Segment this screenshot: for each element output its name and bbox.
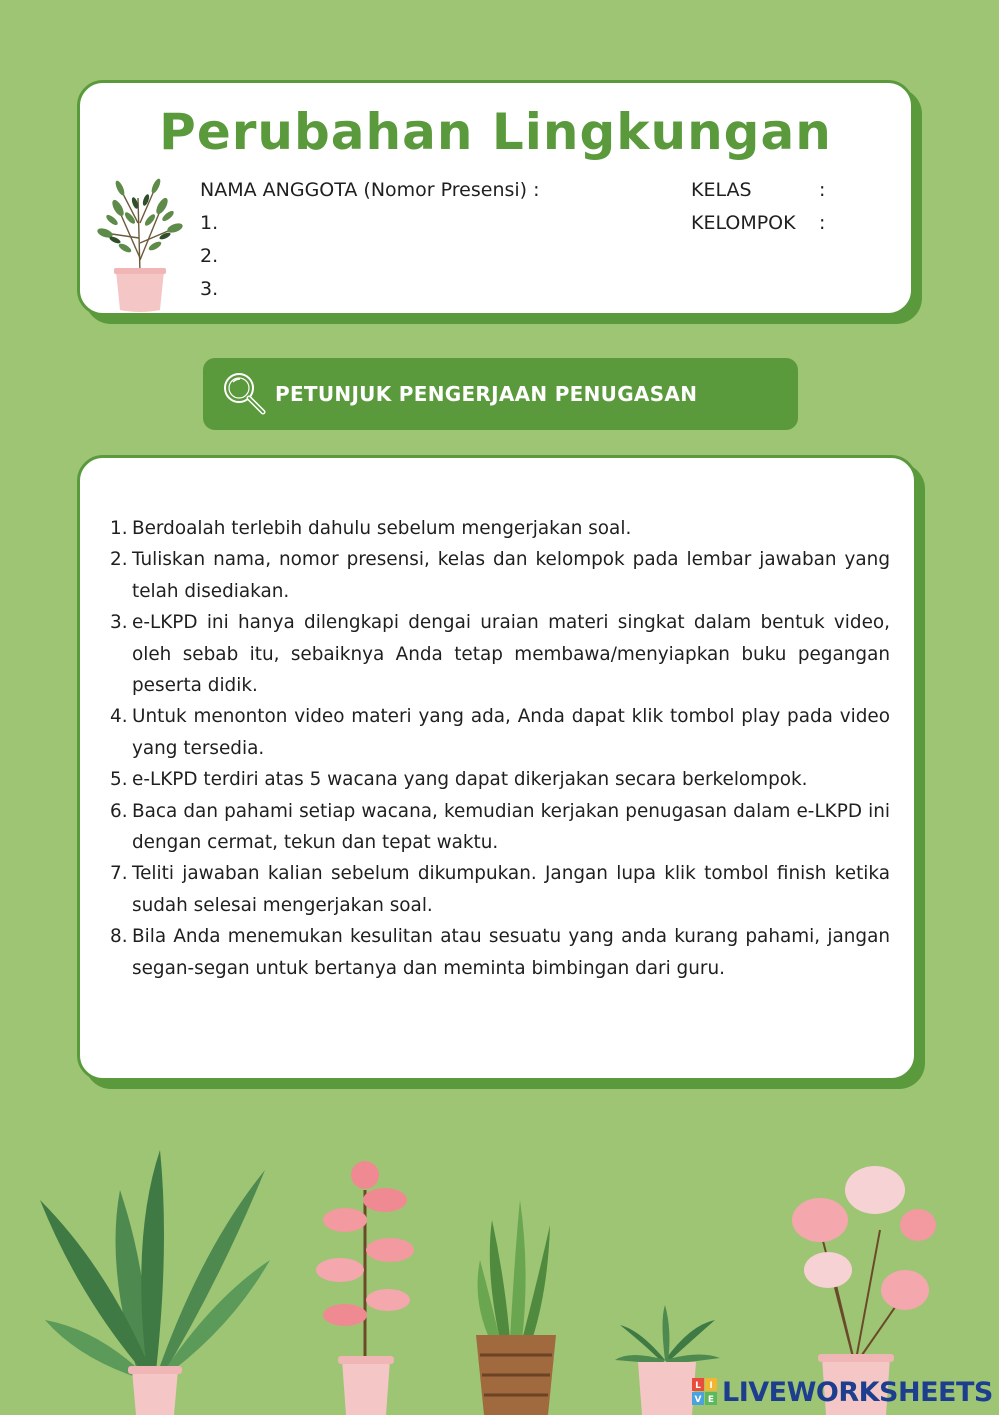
instruction-number: 7. bbox=[110, 863, 128, 885]
pink-fiddle-plant-icon bbox=[316, 1161, 414, 1415]
instruction-number: 1. bbox=[110, 518, 128, 539]
group-colon: : bbox=[819, 212, 826, 234]
logo-letter-i: I bbox=[709, 1381, 713, 1391]
decorative-plants bbox=[0, 1130, 999, 1415]
instruction-number: 4. bbox=[110, 706, 128, 728]
instruction-item-3 bbox=[110, 607, 890, 701]
page-title: Perubahan Lingkungan bbox=[159, 103, 832, 161]
instruction-number: 3. bbox=[110, 612, 128, 634]
instruction-item-8 bbox=[110, 921, 890, 984]
instruction-item-2 bbox=[110, 544, 890, 607]
liveworksheets-blocks-icon bbox=[692, 1378, 718, 1406]
instruction-text: e-LKPD ini hanya dilengkapi dengai uraian materi singkat dalam bentuk video, oleh sebab itu, sebaiknya Anda tetap membawa/menyiapkan buku pegangan peserta didik. bbox=[132, 612, 890, 697]
members-label: NAMA ANGGOTA (Nomor Presensi) : bbox=[200, 179, 540, 201]
potted-olive-plant-icon bbox=[90, 178, 190, 318]
banana-plant-icon bbox=[40, 1150, 270, 1415]
logo-letter-l: L bbox=[695, 1381, 701, 1391]
header-card bbox=[77, 80, 914, 316]
instruction-text: Baca dan pahami setiap wacana, kemudian kerjakan penugasan dalam e-LKPD ini dengan cermat, tekun dan tepat waktu. bbox=[132, 800, 890, 854]
instruction-text: e-LKPD terdiri atas 5 wacana yang dapat dikerjakan secara berkelompok. bbox=[132, 769, 808, 791]
instruction-item-4 bbox=[110, 701, 890, 764]
liveworksheets-text: LIVEWORKSHEETS bbox=[722, 1376, 993, 1408]
instruction-number: 6. bbox=[110, 800, 128, 822]
instruction-text: Teliti jawaban kalian sebelum dikumpukan. Jangan lupa klik tombol finish ketika sudah selesai mengerjakan soal. bbox=[132, 863, 890, 916]
instruction-item-1 bbox=[110, 513, 890, 544]
instruction-item-5 bbox=[110, 764, 890, 795]
instruction-number: 2. bbox=[110, 549, 128, 571]
instructions-card bbox=[77, 455, 917, 1081]
instructions-list bbox=[110, 513, 890, 984]
class-label: KELAS bbox=[691, 179, 752, 201]
liveworksheets-logo bbox=[692, 1375, 993, 1409]
member-line-1: 1. bbox=[200, 212, 219, 234]
banner-label: PETUNJUK PENGERJAAN PENUGASAN bbox=[275, 382, 698, 406]
group-label: KELOMPOK bbox=[691, 212, 796, 234]
instruction-number: 5. bbox=[110, 769, 128, 791]
class-colon: : bbox=[819, 179, 826, 201]
instruction-text: Untuk menonton video materi yang ada, Anda dapat klik tombol play pada video yang tersedia. bbox=[132, 706, 890, 759]
instruction-text: Berdoalah terlebih dahulu sebelum mengerjakan soal. bbox=[132, 518, 632, 539]
instructions-banner bbox=[203, 358, 798, 430]
member-line-2: 2. bbox=[200, 245, 219, 267]
snake-plant-icon bbox=[476, 1200, 556, 1415]
member-line-3: 3. bbox=[200, 278, 219, 300]
instruction-number: 8. bbox=[110, 926, 128, 948]
instruction-item-6 bbox=[110, 796, 890, 859]
instruction-item-7 bbox=[110, 858, 890, 921]
magnifier-icon bbox=[219, 368, 271, 420]
logo-letter-v: V bbox=[694, 1395, 702, 1405]
instruction-text: Bila Anda menemukan kesulitan atau sesuatu yang anda kurang pahami, jangan segan-segan untuk bertanya dan meminta bimbingan dari guru. bbox=[132, 926, 890, 979]
instruction-text: Tuliskan nama, nomor presensi, kelas dan kelompok pada lembar jawaban yang telah disediakan. bbox=[132, 549, 890, 602]
logo-letter-e: E bbox=[707, 1395, 715, 1405]
